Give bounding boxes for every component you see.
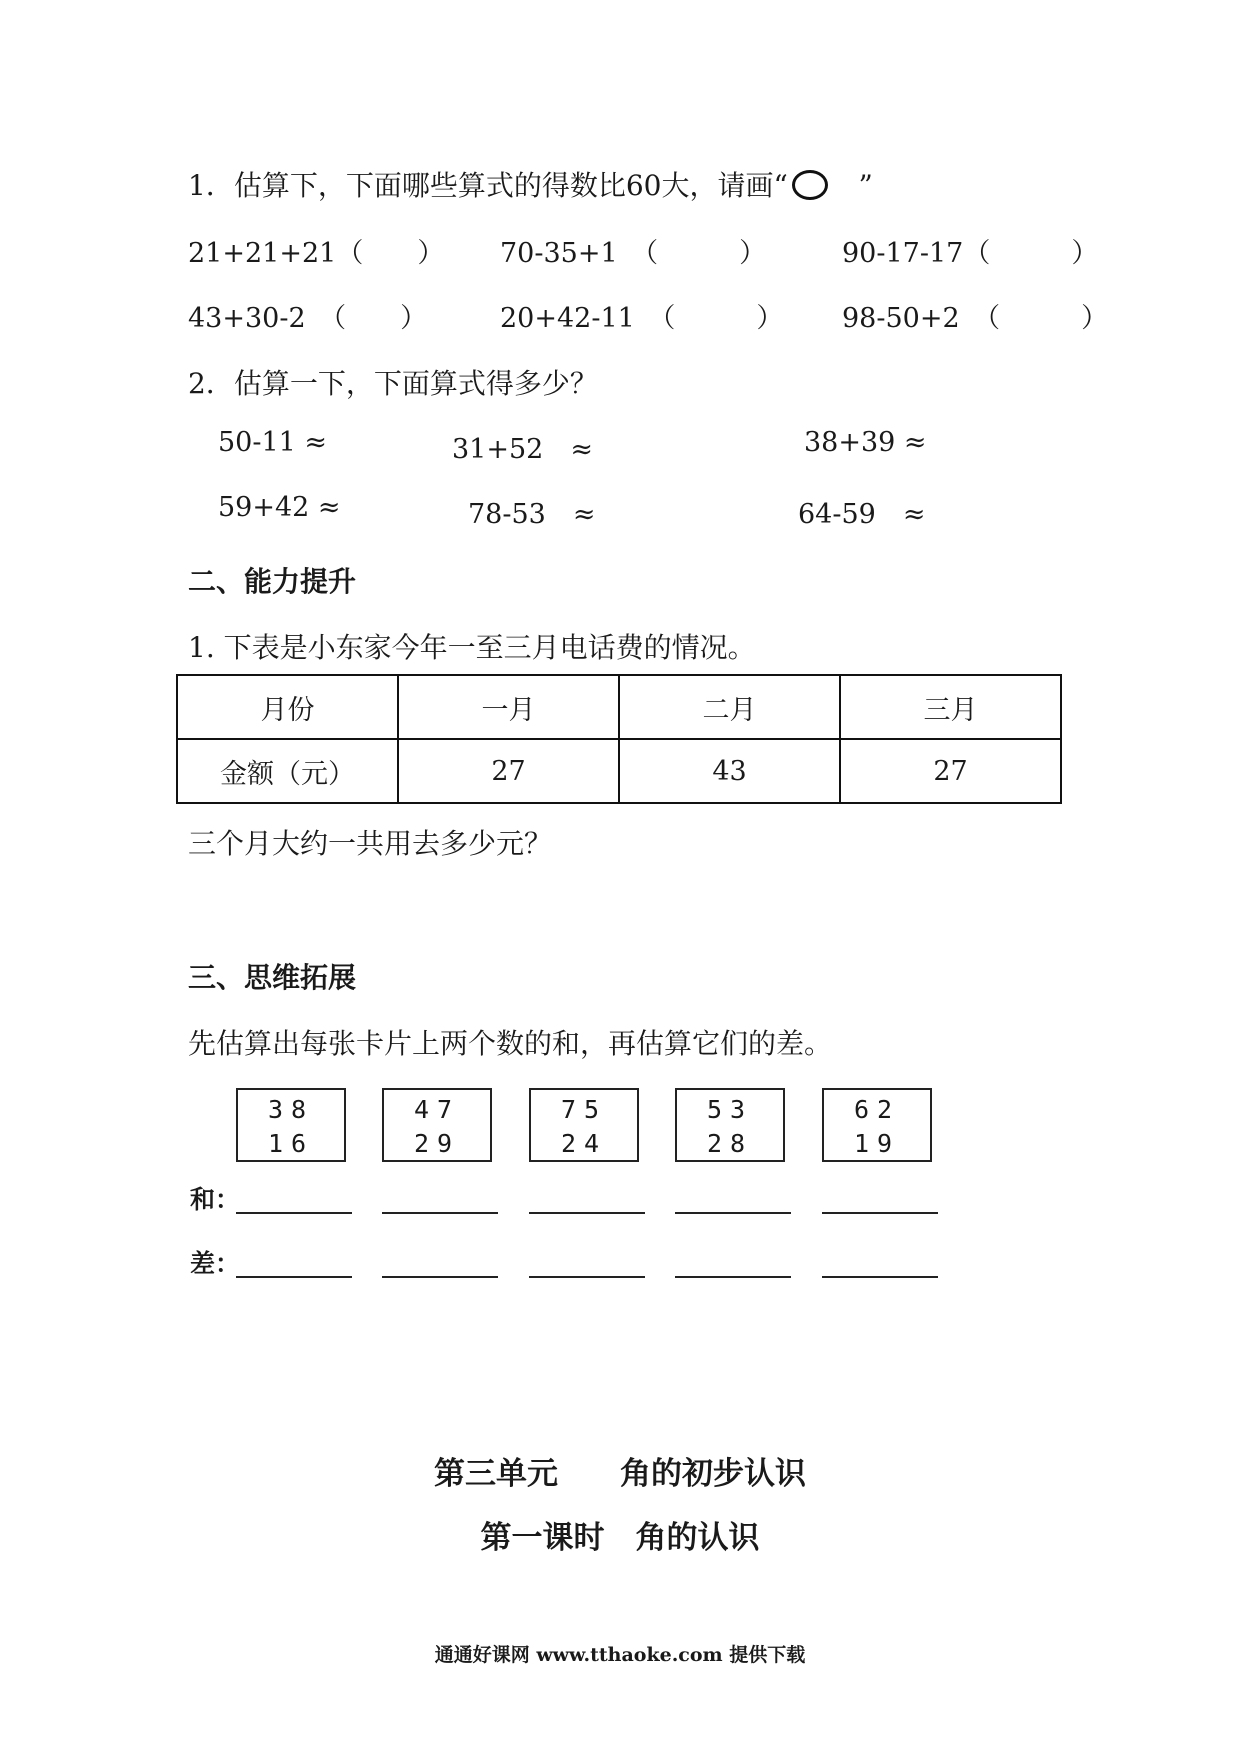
difference-answer-line bbox=[675, 1276, 791, 1278]
difference-label: 差： bbox=[190, 1249, 241, 1278]
table-row bbox=[177, 739, 1061, 803]
difference-answer-line bbox=[236, 1276, 352, 1278]
card-bottom-number: 28 bbox=[706, 1129, 754, 1158]
footer-text: 通通好课网 www.tthaoke.com 提供下载 bbox=[434, 1644, 806, 1666]
q1-item-2: 70-35+1 （ ） bbox=[500, 238, 767, 269]
sum-label: 和： bbox=[190, 1185, 241, 1214]
q2-item-6: 64-59 ≈ bbox=[798, 499, 926, 530]
table-cell: 一月 bbox=[398, 675, 619, 739]
unit-title: 第三单元 角的初步认识 bbox=[434, 1456, 806, 1492]
section-2-heading: 二、能力提升 bbox=[188, 565, 357, 598]
difference-answer-line bbox=[529, 1276, 645, 1278]
card-top-number: 53 bbox=[706, 1095, 754, 1124]
card-bottom-number: 16 bbox=[267, 1129, 315, 1158]
table-cell: 月份 bbox=[177, 675, 398, 739]
question-1-1 bbox=[188, 164, 873, 206]
q1-item-4: 43+30-2 （ ） bbox=[188, 303, 428, 334]
table-cell: 43 bbox=[619, 739, 840, 803]
circle-icon bbox=[792, 170, 828, 200]
card-bottom-number: 24 bbox=[560, 1129, 608, 1158]
q2-item-1: 50-11 ≈ bbox=[218, 427, 328, 458]
question-1-1-tail: ” bbox=[858, 169, 873, 202]
number-card bbox=[675, 1088, 785, 1162]
question-1-1-text: 1．估算下，下面哪些算式的得数比60大，请画“ bbox=[188, 169, 788, 202]
question-1-2: 2．估算一下，下面算式得多少？ bbox=[188, 367, 598, 400]
card-top-number: 75 bbox=[560, 1095, 608, 1124]
sum-answer-line bbox=[236, 1212, 352, 1214]
card-top-number: 62 bbox=[853, 1095, 901, 1124]
card-top-number: 38 bbox=[267, 1095, 315, 1124]
number-card bbox=[382, 1088, 492, 1162]
table-cell: 三月 bbox=[840, 675, 1061, 739]
q2-item-4: 59+42 ≈ bbox=[218, 492, 341, 523]
card-bottom-number: 19 bbox=[853, 1129, 901, 1158]
difference-answer-line bbox=[822, 1276, 938, 1278]
sum-answer-line bbox=[822, 1212, 938, 1214]
number-card bbox=[529, 1088, 639, 1162]
q1-item-3: 90-17-17（ ） bbox=[842, 238, 1099, 269]
table-cell: 金额（元） bbox=[177, 739, 398, 803]
card-top-number: 47 bbox=[413, 1095, 461, 1124]
table-cell: 27 bbox=[840, 739, 1061, 803]
q2-item-2: 31+52 ≈ bbox=[452, 434, 593, 465]
table-header-row bbox=[177, 675, 1061, 739]
number-card bbox=[236, 1088, 346, 1162]
difference-answer-line bbox=[382, 1276, 498, 1278]
sum-answer-line bbox=[529, 1212, 645, 1214]
sum-answer-line bbox=[382, 1212, 498, 1214]
q2-item-3: 38+39 ≈ bbox=[804, 427, 927, 458]
section-2-question: 1. 下表是小东家今年一至三月电话费的情况。 bbox=[188, 631, 756, 664]
q1-item-5: 20+42-11 （ ） bbox=[500, 303, 784, 334]
sum-answer-line bbox=[675, 1212, 791, 1214]
section-3-instruction: 先估算出每张卡片上两个数的和，再估算它们的差。 bbox=[188, 1027, 833, 1060]
table-cell: 27 bbox=[398, 739, 619, 803]
card-bottom-number: 29 bbox=[413, 1129, 461, 1158]
q2-item-5: 78-53 ≈ bbox=[468, 499, 596, 530]
q1-item-1: 21+21+21（ ） bbox=[188, 238, 445, 269]
section-2-followup: 三个月大约一共用去多少元？ bbox=[188, 827, 553, 860]
table-cell: 二月 bbox=[619, 675, 840, 739]
q1-item-6: 98-50+2 （ ） bbox=[842, 303, 1109, 334]
lesson-title: 第一课时 角的认识 bbox=[480, 1520, 760, 1556]
phone-fee-table bbox=[176, 674, 1062, 804]
section-3-heading: 三、思维拓展 bbox=[188, 961, 357, 994]
number-card bbox=[822, 1088, 932, 1162]
